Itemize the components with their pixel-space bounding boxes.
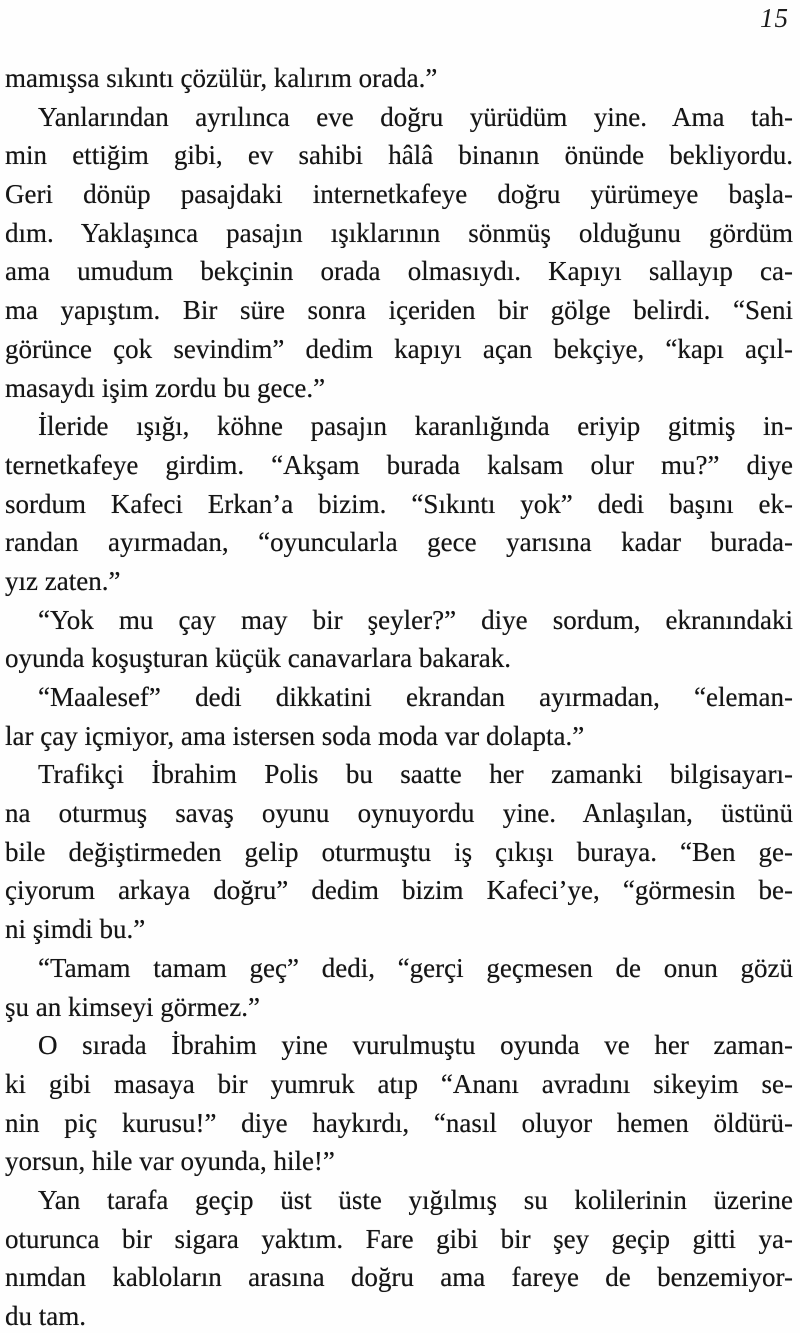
text-line: mamışsa sıkıntı çözülür, kalırım orada.” <box>5 63 438 93</box>
text-line: “Maalesef” dedi dikkatini ekrandan ayırmadan, “eleman- <box>38 682 793 712</box>
text-line: ama umudum bekçinin orada olmasıydı. Kapıyı sallayıp ca- <box>5 256 793 287</box>
text-line: Trafikçi İbrahim Polis bu saatte her zamanki bilgisayarı- <box>38 759 793 790</box>
text-line: oturunca bir sigara yaktım. Fare gibi bir şey geçip gitti ya- <box>5 1223 793 1254</box>
text-line: ma yapıştım. Bir süre sonra içeriden bir gölge belirdi. “Seni <box>5 295 793 326</box>
text-line: ternetkafeye girdim. “Akşam burada kalsam olur mu?” diye <box>5 449 793 480</box>
text-line: du tam. <box>5 1301 86 1331</box>
text-line: min ettiğim gibi, ev sahibi hâlâ binanın önünde bekliyordu. <box>5 140 793 171</box>
text-line: dım. Yaklaşınca pasajın ışıklarının sönmüş olduğunu gördüm <box>5 217 793 248</box>
text-line: randan ayırmadan, “oyuncularla gece yarısına kadar burada- <box>5 527 793 558</box>
page-number: 15 <box>760 3 789 33</box>
text-line: görünce çok sevindim” dedim kapıyı açan bekçiye, “kapı açıl- <box>5 333 793 364</box>
text-line: lar çay içmiyor, ama istersen soda moda var dolapta.” <box>5 720 585 751</box>
text-line: çiyorum arkaya doğru” dedim bizim Kafeci’ye, “görmesin be- <box>5 875 793 906</box>
text-line: ki gibi masaya bir yumruk atıp “Ananı avradını sikeyim se- <box>5 1068 793 1099</box>
text-line: ni şimdi bu.” <box>5 914 146 945</box>
text-line: O sırada İbrahim yine vurulmuştu oyunda ve her zaman- <box>38 1030 793 1061</box>
text-line: Geri dönüp pasajdaki internetkafeye doğru yürümeye başla- <box>5 179 793 210</box>
text-line: İleride ışığı, köhne pasajın karanlığında eriyip gitmiş in- <box>38 411 793 442</box>
text-line: yorsun, hile var oyunda, hile!” <box>5 1146 335 1177</box>
text-line: “Tamam tamam geç” dedi, “gerçi geçmesen de onun gözü <box>38 952 793 983</box>
text-line: Yan tarafa geçip üst üste yığılmış su kolilerinin üzerine <box>38 1184 793 1215</box>
text-line: na oturmuş savaş oyunu oynuyordu yine. Anlaşılan, üstünü <box>5 798 793 829</box>
text-line: masaydı işim zordu bu gece.” <box>5 372 326 403</box>
page-body <box>5 59 793 1333</box>
text-line: Yanlarından ayrılınca eve doğru yürüdüm yine. Ama tah- <box>38 101 793 132</box>
text-line: “Yok mu çay may bir şeyler?” diye sordum, ekranındaki <box>38 604 793 635</box>
text-line: nin piç kurusu!” diye haykırdı, “nasıl oluyor hemen öldürü- <box>5 1107 793 1138</box>
text-line: sordum Kafeci Erkan’a bizim. “Sıkıntı yok” dedi başını ek- <box>5 488 793 519</box>
text-line: yız zaten.” <box>5 565 121 596</box>
text-line: şu an kimseyi görmez.” <box>5 991 260 1022</box>
text-line: nımdan kabloların arasına doğru ama fareye de benzemiyor- <box>5 1262 793 1293</box>
text-line: bile değiştirmeden gelip oturmuştu iş çıkışı buraya. “Ben ge- <box>5 836 793 867</box>
text-line: oyunda koşuşturan küçük canavarlara bakarak. <box>5 643 512 674</box>
